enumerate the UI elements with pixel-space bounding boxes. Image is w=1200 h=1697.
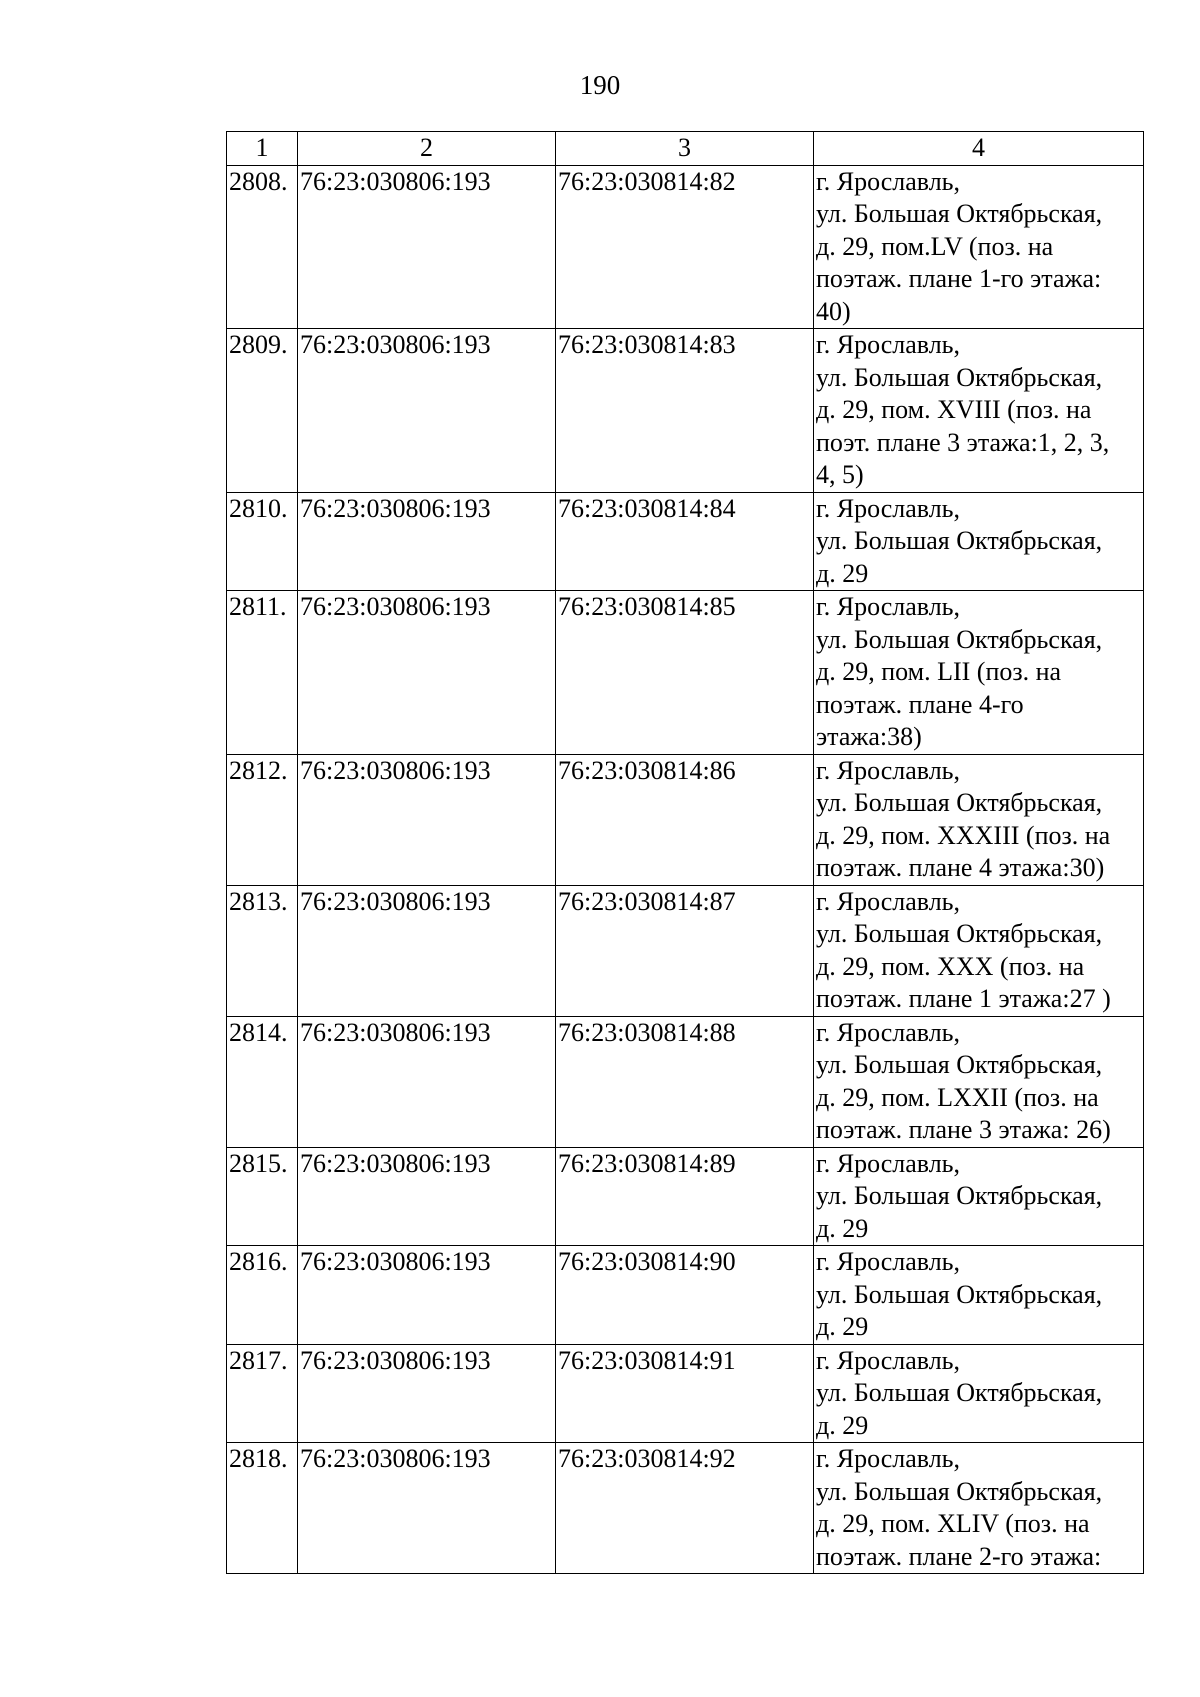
address-line: д. 29, пом. LXXII (поз. на — [816, 1082, 1099, 1112]
object-cadastral-number-cell: 76:23:030814:92 — [556, 1443, 814, 1574]
row-number-cell: 2812. — [227, 754, 298, 885]
table-row — [227, 492, 1144, 591]
row-number-cell: 2816. — [227, 1246, 298, 1345]
address-cell — [814, 1443, 1144, 1574]
table-header — [227, 132, 1144, 166]
address-line: г. Ярославль, — [816, 592, 961, 621]
row-number-cell: 2809. — [227, 329, 298, 493]
object-cadastral-number-cell: 76:23:030814:90 — [556, 1246, 814, 1345]
object-cadastral-number-cell: 76:23:030814:86 — [556, 754, 814, 885]
cadastral-number-cell: 76:23:030806:193 — [298, 591, 556, 755]
row-number-cell: 2810. — [227, 492, 298, 591]
address-line: д. 29, пом.LV (поз. на — [816, 231, 1054, 261]
address-line: г. Ярославль, — [816, 493, 961, 523]
address-line: поэт. плане 3 этажа:1, 2, 3, — [816, 427, 1110, 457]
address-line: г. Ярославль, — [816, 1017, 961, 1047]
row-number-cell: 2814. — [227, 1016, 298, 1147]
address-line: поэтаж. плане 1-го этажа: — [816, 264, 1102, 293]
address-line: д. 29, пом. XLIV (поз. на — [816, 1509, 1090, 1538]
address-cell — [814, 754, 1144, 885]
table-row — [227, 1147, 1144, 1246]
address-line: ул. Большая Октябрьская, — [816, 526, 1103, 555]
address-line: ул. Большая Октябрьская, — [816, 199, 1103, 228]
row-number-cell: 2818. — [227, 1443, 298, 1574]
address-line: г. Ярославль, — [816, 166, 961, 196]
page-number: 190 — [579, 70, 621, 100]
cadastral-number-cell: 76:23:030806:193 — [298, 885, 556, 1016]
column-header-1: 1 — [227, 132, 298, 166]
address-line: д. 29, пом. XXXIII (поз. на — [816, 820, 1111, 850]
address-cell — [814, 1344, 1144, 1443]
table-row — [227, 1443, 1144, 1574]
address-line: ул. Большая Октябрьская, — [816, 1476, 1103, 1506]
table-row — [227, 1246, 1144, 1345]
column-header-2: 2 — [298, 132, 556, 166]
table-row — [227, 885, 1144, 1016]
table-row — [227, 329, 1144, 493]
column-header-3: 3 — [556, 132, 814, 166]
object-cadastral-number-cell: 76:23:030814:91 — [556, 1344, 814, 1443]
address-line: поэтаж. плане 4 этажа:30) — [816, 853, 1105, 882]
address-cell — [814, 329, 1144, 493]
table-row — [227, 1344, 1144, 1443]
object-cadastral-number-cell: 76:23:030814:82 — [556, 165, 814, 329]
address-line: д. 29, пом. XXX (поз. на — [816, 951, 1085, 981]
row-number-cell: 2815. — [227, 1147, 298, 1246]
address-line: 40) — [816, 296, 851, 326]
table-row — [227, 754, 1144, 885]
address-line: г. Ярославль, — [816, 886, 961, 916]
cadastral-number-cell: 76:23:030806:193 — [298, 1443, 556, 1574]
address-cell — [814, 591, 1144, 755]
object-cadastral-number-cell: 76:23:030814:83 — [556, 329, 814, 493]
address-cell — [814, 1016, 1144, 1147]
address-line: д. 29, пом. XVIII (поз. на — [816, 395, 1092, 424]
address-line: д. 29, пом. LII (поз. на — [816, 657, 1062, 686]
cadastral-number-cell: 76:23:030806:193 — [298, 1246, 556, 1345]
address-cell — [814, 492, 1144, 591]
address-cell — [814, 885, 1144, 1016]
cadastral-number-cell: 76:23:030806:193 — [298, 329, 556, 493]
header-row — [227, 132, 1144, 166]
table-body — [227, 165, 1144, 1574]
address-line: д. 29 — [816, 1410, 869, 1440]
row-number-cell: 2817. — [227, 1344, 298, 1443]
address-line: ул. Большая Октябрьская, — [816, 1279, 1103, 1309]
address-line: г. Ярославль, — [816, 1247, 961, 1276]
address-line: ул. Большая Октябрьская, — [816, 919, 1103, 948]
address-line: этажа:38) — [816, 722, 922, 751]
registry-table — [226, 131, 1144, 1574]
cadastral-number-cell: 76:23:030806:193 — [298, 754, 556, 885]
address-line: 4, 5) — [816, 460, 864, 489]
cadastral-number-cell: 76:23:030806:193 — [298, 1344, 556, 1443]
address-line: д. 29 — [816, 558, 869, 588]
table-row — [227, 1016, 1144, 1147]
address-line: д. 29 — [816, 1213, 869, 1243]
address-line: г. Ярославль, — [816, 330, 961, 359]
address-cell — [814, 165, 1144, 329]
address-line: г. Ярославль, — [816, 1148, 961, 1178]
row-number-cell: 2813. — [227, 885, 298, 1016]
address-line: поэтаж. плане 4-го — [816, 689, 1024, 719]
table-row — [227, 165, 1144, 329]
cadastral-number-cell: 76:23:030806:193 — [298, 165, 556, 329]
object-cadastral-number-cell: 76:23:030814:87 — [556, 885, 814, 1016]
address-line: поэтаж. плане 1 этажа:27 ) — [816, 984, 1111, 1013]
address-line: д. 29 — [816, 1312, 869, 1341]
address-line: ул. Большая Октябрьская, — [816, 1378, 1103, 1407]
cadastral-number-cell: 76:23:030806:193 — [298, 492, 556, 591]
row-number-cell: 2811. — [227, 591, 298, 755]
table-row — [227, 591, 1144, 755]
address-line: ул. Большая Октябрьская, — [816, 624, 1103, 654]
object-cadastral-number-cell: 76:23:030814:88 — [556, 1016, 814, 1147]
address-line: ул. Большая Октябрьская, — [816, 1181, 1103, 1210]
address-line: ул. Большая Октябрьская, — [816, 362, 1103, 392]
address-line: поэтаж. плане 3 этажа: 26) — [816, 1115, 1111, 1144]
column-header-4: 4 — [814, 132, 1144, 166]
address-line: поэтаж. плане 2-го этажа: — [816, 1541, 1102, 1571]
address-cell — [814, 1246, 1144, 1345]
object-cadastral-number-cell: 76:23:030814:84 — [556, 492, 814, 591]
address-line: ул. Большая Октябрьская, — [816, 788, 1103, 817]
cadastral-number-cell: 76:23:030806:193 — [298, 1147, 556, 1246]
address-cell — [814, 1147, 1144, 1246]
object-cadastral-number-cell: 76:23:030814:85 — [556, 591, 814, 755]
address-line: ул. Большая Октябрьская, — [816, 1050, 1103, 1079]
address-line: г. Ярославль, — [816, 755, 961, 785]
address-line: г. Ярославль, — [816, 1345, 961, 1375]
address-line: г. Ярославль, — [816, 1444, 961, 1473]
cadastral-number-cell: 76:23:030806:193 — [298, 1016, 556, 1147]
object-cadastral-number-cell: 76:23:030814:89 — [556, 1147, 814, 1246]
row-number-cell: 2808. — [227, 165, 298, 329]
